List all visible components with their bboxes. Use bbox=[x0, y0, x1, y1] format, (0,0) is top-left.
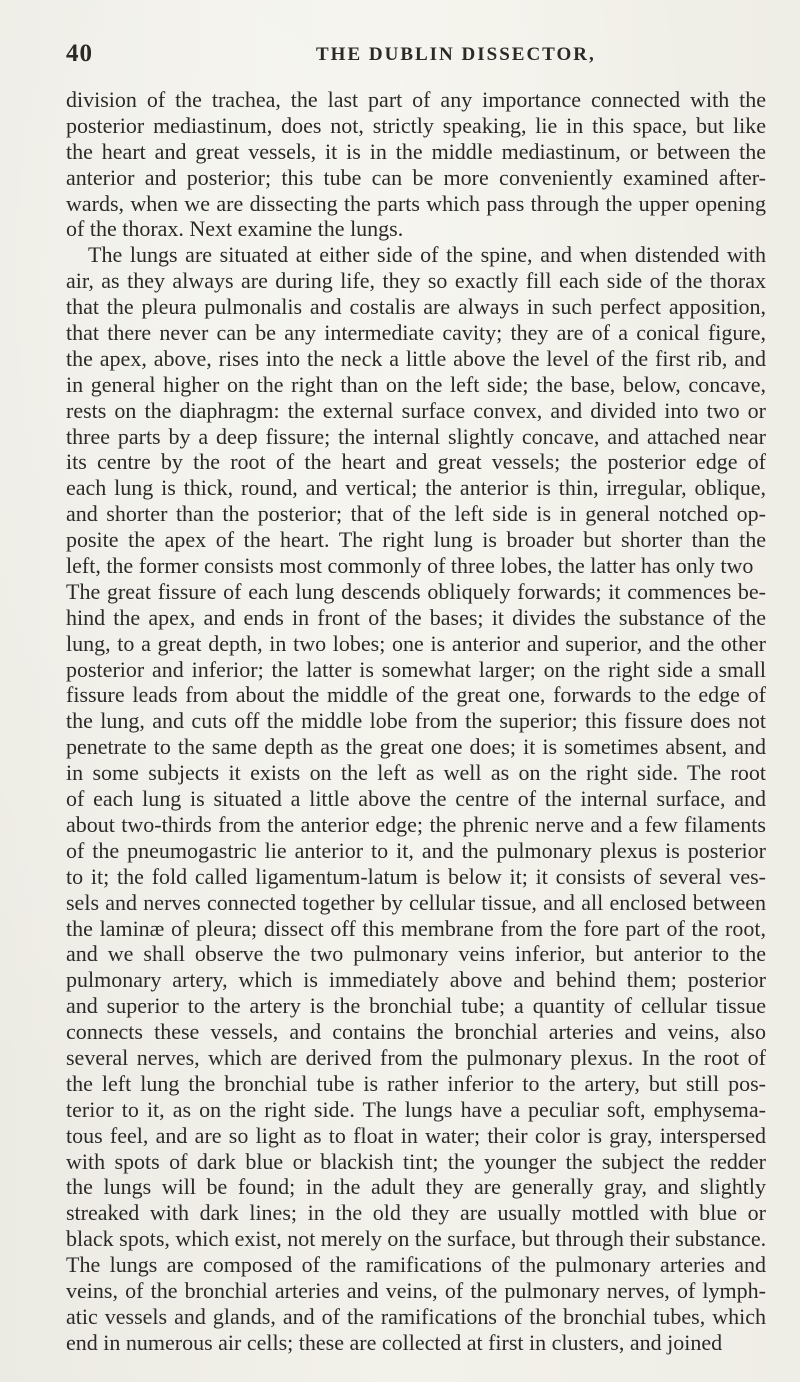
text-line: that the pleura pulmonalis and costalis are always in such perfect apposition, bbox=[66, 294, 766, 320]
text-line: anterior and posterior; this tube can be more conveniently examined after- bbox=[66, 164, 766, 190]
text-line: several nerves, which are derived from the pulmonary plexus. In the root of bbox=[66, 1044, 766, 1070]
page-header bbox=[66, 38, 756, 74]
text-line: black spots, which exist, not merely on the surface, but through their substance. bbox=[66, 1226, 767, 1252]
text-line: the laminæ of pleura; dissect off this membrane from the fore part of the root, bbox=[66, 915, 766, 941]
text-line: penetrate to the same depth as the great one does; it is sometimes absent, and bbox=[66, 734, 766, 760]
text-line: of the pneumogastric lie anterior to it, and the pulmonary plexus is posterior bbox=[66, 837, 766, 863]
text-line: its centre by the root of the heart and great vessels; the posterior edge of bbox=[66, 449, 766, 475]
text-line: rests on the diaphragm: the external surface convex, and divided into two or bbox=[66, 397, 766, 423]
text-line: and shorter than the posterior; that of the left side is in general notched op- bbox=[66, 501, 766, 527]
text-line: The lungs are composed of the ramifications of the pulmonary arteries and bbox=[66, 1252, 766, 1278]
page-number: 40 bbox=[66, 40, 93, 67]
text-line: of each lung is situated a little above the centre of the internal surface, and bbox=[66, 786, 766, 812]
text-line: each lung is thick, round, and vertical; the anterior is thin, irregular, oblique, bbox=[66, 475, 766, 501]
text-line: lung, to a great depth, in two lobes; one is anterior and superior, and the other bbox=[66, 630, 766, 656]
text-line: three parts by a deep fissure; the internal slightly concave, and attached near bbox=[66, 423, 766, 449]
text-line: left, the former consists most commonly of three lobes, the latter has only two bbox=[66, 553, 754, 579]
text-line: division of the trachea, the last part of any importance connected with the bbox=[66, 87, 766, 112]
text-line: with spots of dark blue or blackish tint; the younger the subject the redder bbox=[66, 1148, 766, 1174]
text-line: posterior and inferior; the latter is somewhat larger; on the right side a small bbox=[66, 656, 766, 682]
text-line: terior to it, as on the right side. The lungs have a peculiar soft, emphysema- bbox=[66, 1096, 766, 1122]
text-line: air, as they always are during life, they so exactly fill each side of the thorax bbox=[66, 268, 766, 294]
text-line: connects these vessels, and contains the bronchial arteries and veins, also bbox=[66, 1019, 766, 1045]
text-line: in general higher on the right than on the left side; the base, below, concave, bbox=[66, 371, 766, 397]
text-line: atic vessels and glands, and of the ramifications of the bronchial tubes, which bbox=[66, 1303, 766, 1329]
text-line: tous feel, and are so light as to float in water; their color is gray, interspersed bbox=[66, 1122, 766, 1148]
text-line: of the thorax. Next examine the lungs. bbox=[66, 216, 404, 242]
text-line: pulmonary artery, which is immediately above and behind them; posterior bbox=[66, 967, 766, 993]
text-line: wards, when we are dissecting the parts which pass through the upper opening bbox=[66, 190, 766, 216]
text-line: the left lung the bronchial tube is rather inferior to the artery, but still pos- bbox=[66, 1070, 766, 1096]
text-line: the lung, and cuts off the middle lobe from the superior; this fissure does not bbox=[66, 708, 766, 734]
text-line: about two-thirds from the anterior edge; the phrenic nerve and a few filaments bbox=[66, 811, 766, 837]
text-line: sels and nerves connected together by cellular tissue, and all enclosed between bbox=[66, 889, 766, 915]
text-line: that there never can be any intermediate cavity; they are of a conical figure, bbox=[66, 320, 766, 346]
body-text bbox=[66, 87, 766, 1356]
text-line: the lungs will be found; in the adult they are generally gray, and slightly bbox=[66, 1174, 766, 1200]
text-line: hind the apex, and ends in front of the bases; it divides the substance of the bbox=[66, 604, 766, 630]
text-line: The lungs are situated at either side of the spine, and when distended with bbox=[88, 242, 766, 268]
text-line: posite the apex of the heart. The right lung is broader but shorter than the bbox=[66, 527, 766, 553]
text-line: to it; the fold called ligamentum-latum is below it; it consists of several ves- bbox=[66, 863, 766, 889]
text-line: fissure leads from about the middle of the great one, forwards to the edge of bbox=[66, 682, 766, 708]
text-line: the apex, above, rises into the neck a little above the level of the first rib, and bbox=[66, 345, 766, 371]
text-line: The great fissure of each lung descends obliquely forwards; it commences be- bbox=[66, 578, 766, 604]
text-line: in some subjects it exists on the left as well as on the right side. The root bbox=[66, 760, 766, 786]
text-line: and we shall observe the two pulmonary veins inferior, but anterior to the bbox=[66, 941, 766, 967]
text-line: and superior to the artery is the bronchial tube; a quantity of cellular tissue bbox=[66, 993, 766, 1019]
text-line: the heart and great vessels, it is in the middle mediastinum, or between the bbox=[66, 138, 766, 164]
running-head: THE DUBLIN DISSECTOR, bbox=[316, 44, 596, 65]
text-line: posterior mediastinum, does not, strictly speaking, lie in this space, but like bbox=[66, 112, 766, 138]
text-line: veins, of the bronchial arteries and veins, of the pulmonary nerves, of lymph- bbox=[66, 1277, 766, 1303]
text-line: streaked with dark lines; in the old they are usually mottled with blue or bbox=[66, 1200, 766, 1226]
text-line: end in numerous air cells; these are collected at first in clusters, and joined bbox=[66, 1329, 723, 1355]
